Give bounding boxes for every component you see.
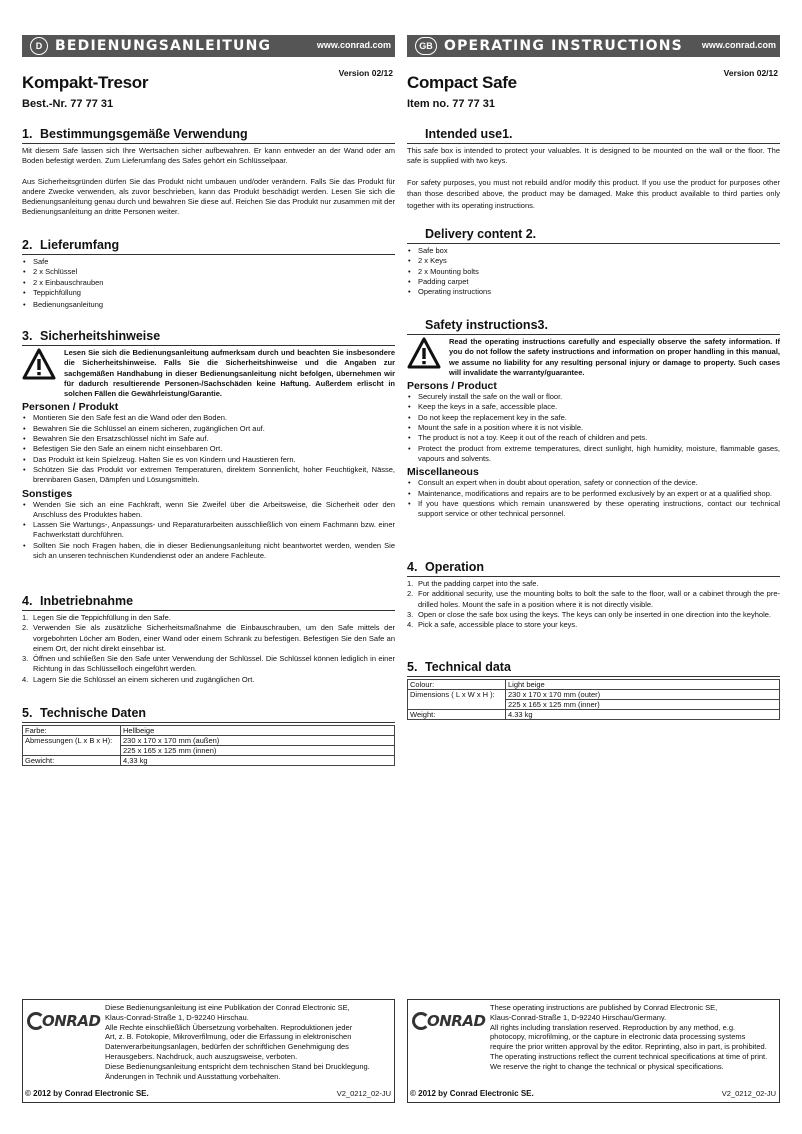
warning-block: [22, 348, 395, 399]
language-badge: D: [30, 37, 48, 55]
paragraph: For safety purposes, you must not rebuild and/or modify this product. If you use the product for purposes other than those described above, the product may be damaged. Make this product available to third parties only together with its operating instructions.: [407, 177, 780, 210]
bullet-list: [22, 500, 395, 562]
list-item: 4. Lagern Sie die Schlüssel an einem sicheren und zugänglichen Ort.: [22, 674, 255, 684]
list-item: • Operating instructions: [407, 287, 780, 297]
list-item: • Safe box: [407, 246, 780, 256]
section-intended-use: [22, 127, 395, 218]
table-row: Farbe: Hellbeige: [23, 726, 395, 736]
section-operation: [407, 560, 780, 630]
english-column: [407, 35, 780, 719]
section-heading: 5. Technische Daten: [22, 706, 395, 723]
imprint-box: [22, 999, 395, 1103]
section-safety: [407, 318, 780, 519]
section-operation: [22, 594, 395, 685]
subheading-misc: Miscellaneous: [407, 466, 479, 479]
section-technical-data: [407, 660, 780, 720]
section-delivery-content: [407, 227, 780, 297]
list-item: • Protect the product from extreme temperatures, direct sunlight, high humidity, moisture, flammable gases, vapours and solvents.: [407, 444, 780, 465]
section-heading: Delivery content 2.: [407, 227, 780, 244]
section-heading: Safety instructions3.: [407, 318, 780, 335]
section-heading: 4. Operation: [407, 560, 780, 577]
section-safety: [22, 329, 395, 561]
table-row: Dimensions ( L x W x H ): 230 x 170 x 170 mm (outer): [408, 690, 780, 700]
conrad-logo: ONRAD: [27, 1012, 100, 1030]
warning-triangle-icon: [407, 337, 441, 369]
imprint-text: These operating instructions are published by Conrad Electronic SE, Klaus-Conrad-Straße 1, D-92240 Hirschau/Germany. All rights including translation reserved. Reproduction by any method, e.g. photocopy, microfilming, or the capture in electronic data processing systems require the prior written approval by the editor. Reprinting, also in part, is prohibited. The operating instructions reflect the current technical specifications at time of print. We reserve the right to change the technical or physical specifications.: [490, 1003, 768, 1071]
document-code: V2_0212_02-JU: [336, 1089, 391, 1098]
section-heading: 5. Technical data: [407, 660, 780, 677]
version-label: Version 02/12: [338, 68, 393, 78]
website-url: www.conrad.com: [701, 40, 776, 50]
list-item: 2. For additional security, use the mounting bolts to bolt the safe to the floor, wall or a cabinet through the pre-drilled holes. Mount the safe in a position where it is not directly visible.: [407, 589, 780, 609]
section-delivery-content: [22, 238, 395, 310]
section-intended-use: [407, 127, 780, 211]
numbered-list: [22, 613, 395, 685]
list-item: • Lassen Sie Wartungs-, Anpassungs- und Reparaturarbeiten ausschließlich von einem Fachmann bzw. einer Fachwerkstatt durchführen.: [22, 520, 395, 541]
warning-text: Read the operating instructions carefully and especially observe the safety information. If you do not follow the safety instructions and information on proper handling in this manual, we assume no liability for any resulting personal injury or damage to property. Such cases will invalidate the warranty/guarantee.: [449, 337, 780, 377]
item-number: Item no. 77 77 31: [407, 98, 496, 110]
warning-text: Lesen Sie sich die Bedienungsanleitung aufmerksam durch und beachten Sie insbesondere die Sicherheitshinweise. Falls Sie die Sicherheitshinweise und die Angaben zur sachgemäßen Handhabung in dieser Bedienungsanleitung nicht befolgen, übernehmen wir für dadurch resultierende Personen-/Sachschäden keine Haftung. Außerdem erlischt in solchen Fällen die Gewährleistung/Garantie.: [64, 348, 395, 399]
header-title: BEDIENUNGSANLEITUNG: [55, 38, 272, 54]
list-item: • If you have questions which remain unanswered by these operating instructions, contact our technical support service or other technical personnel.: [407, 499, 780, 520]
list-item: • Das Produkt ist kein Spielzeug. Halten Sie es von Kindern und Haustieren fern.: [22, 455, 395, 465]
version-label: Version 02/12: [723, 68, 778, 78]
section-heading: 2. Lieferumfang: [22, 238, 395, 255]
list-item: 3. Open or close the safe box using the keys. The keys can only be inserted in one direction into the keyhole.: [407, 609, 771, 619]
copyright: © 2012 by Conrad Electronic SE.: [410, 1089, 534, 1098]
section-heading: Intended use1.: [407, 127, 780, 144]
table-row: Weight: 4.33 kg: [408, 710, 780, 720]
tech-data-table: [22, 725, 395, 766]
list-item: • 2 x Einbauschrauben: [22, 278, 395, 288]
bullet-list: [407, 246, 780, 297]
list-item: • 2 x Schlüssel: [22, 267, 395, 277]
website-url: www.conrad.com: [316, 40, 391, 50]
list-item: 2. Verwenden Sie als zusätzliche Sicherheitsmaßnahme die Einbauschrauben, um den Safe mittels der vorgebohrten Löcher am Boden, einer Wand oder einem Schrank zu befestigen. Befestigen Sie den Safe an einem Ort, der nicht direkt einsehbar ist.: [22, 623, 395, 653]
paragraph: Mit diesem Safe lassen sich Ihre Wertsachen sicher aufbewahren. Er kann entweder an der Wand oder am Boden befestigt werden. Zum Lieferumfang des Safes gehört ein Schlüsselpaar.: [22, 146, 395, 166]
copyright: © 2012 by Conrad Electronic SE.: [25, 1089, 149, 1098]
german-column: [22, 35, 395, 765]
paragraph: This safe box is intended to protect your valuables. It is designed to be mounted on the wall or the floor. The safe is supplied with two keys.: [407, 146, 780, 166]
tech-data-table: [407, 679, 780, 720]
paragraph: Aus Sicherheitsgründen dürfen Sie das Produkt nicht umbauen und/oder verändern. Falls Sie das Produkt für andere Zwecke verwenden, als zuvor beschrieben, kann das Produkt beschädigt werden. Lesen Sie sich die Bedienungsanleitung genau durch und bewahren Sie diese auf. Reichen Sie das Produkt nur zusammen mit der Bedienungsanleitung an dritte Personen weiter.: [22, 176, 395, 217]
subheading-persons: Persons / Product: [407, 380, 497, 393]
list-item: • Bewahren Sie die Schlüssel an einem sicheren, zugänglichen Ort auf.: [22, 424, 395, 434]
product-title: Kompakt-Tresor: [22, 73, 149, 92]
list-item: 4. Pick a safe, accessible place to store your keys.: [407, 620, 578, 630]
imprint-text: Diese Bedienungsanleitung ist eine Publikation der Conrad Electronic SE, Klaus-Conrad-Straße 1, D-92240 Hirschau. Alle Rechte einschließlich Übersetzung vorbehalten. Reproduktionen jeder Art, z. B. Fotokopie, Mikroverfilmung, oder die Erfassung in elektronischen Datenverarbeitungsanlagen, bedürfen der schriftlichen Genehmigung des Herausgebers. Nachdruck, auch auszugsweise, verboten. Diese Bedienungsanleitung entspricht dem technischen Stand bei Drucklegung. Änderungen in Technik und Ausstattung vorbehalten.: [105, 1003, 370, 1081]
subheading-persons: Personen / Produkt: [22, 401, 119, 414]
header-bar: [22, 35, 395, 57]
header-bar: [407, 35, 780, 57]
table-row: Abmessungen (L x B x H): 230 x 170 x 170 mm (außen): [23, 736, 395, 746]
section-heading: 4. Inbetriebnahme: [22, 594, 395, 611]
list-item: 1. Put the padding carpet into the safe.: [407, 579, 539, 588]
language-badge: GB: [415, 37, 437, 55]
document-code: V2_0212_02-JU: [721, 1089, 776, 1098]
section-heading: 3. Sicherheitshinweise: [22, 329, 395, 346]
warning-block: [407, 337, 780, 378]
list-item: • Keep the keys in a safe, accessible place.: [407, 402, 780, 412]
list-item: • Do not keep the replacement key in the safe.: [407, 413, 780, 423]
table-row: Gewicht: 4,33 kg: [23, 756, 395, 766]
list-item: • Wenden Sie sich an eine Fachkraft, wenn Sie Zweifel über die Arbeitsweise, die Sicherheit oder den Anschluss des Produktes haben.: [22, 500, 395, 521]
header-title: OPERATING INSTRUCTIONS: [444, 38, 683, 54]
list-item: • Befestigen Sie den Safe an einem nicht einsehbaren Ort.: [22, 444, 395, 454]
bullet-list: [22, 257, 395, 310]
bullet-list: [407, 478, 780, 519]
numbered-list: [407, 579, 780, 630]
list-item: • Bedienungsanleitung: [22, 300, 395, 310]
list-item: • 2 x Keys: [407, 256, 780, 266]
table-row: 225 x 165 x 125 mm (innen): [23, 746, 395, 756]
list-item: • Sollten Sie noch Fragen haben, die in dieser Bedienungsanleitung nicht beantwortet werden, wenden Sie sich an unseren technischen Kundendienst oder an andere Fachleute.: [22, 541, 395, 562]
product-title: Compact Safe: [407, 73, 517, 92]
list-item: • Bewahren Sie den Ersatzschlüssel nicht im Safe auf.: [22, 434, 395, 444]
list-item: • Consult an expert when in doubt about operation, safety or connection of the device.: [407, 478, 780, 488]
table-row: 225 x 165 x 125 mm (inner): [408, 700, 780, 710]
table-row: Colour: Light beige: [408, 680, 780, 690]
conrad-logo: ONRAD: [412, 1012, 485, 1030]
list-item: • Mount the safe in a position where it is not visible.: [407, 423, 780, 433]
bullet-list: [22, 413, 395, 485]
warning-triangle-icon: [22, 348, 56, 380]
list-item: • 2 x Mounting bolts: [407, 267, 780, 277]
list-item: • Montieren Sie den Safe fest an die Wand oder den Boden.: [22, 413, 395, 423]
list-item: 1. Legen Sie die Teppichfüllung in den Safe.: [22, 613, 171, 622]
section-heading: 1. Bestimmungsgemäße Verwendung: [22, 127, 395, 144]
list-item: • Securely install the safe on the wall or floor.: [407, 392, 780, 402]
list-item: • Safe: [22, 257, 395, 267]
subheading-misc: Sonstiges: [22, 487, 73, 500]
bullet-list: [407, 392, 780, 464]
list-item: • Maintenance, modifications and repairs are to be performed exclusively by an expert or at a qualified shop.: [407, 489, 780, 499]
list-item: • Teppichfüllung: [22, 288, 395, 298]
list-item: • Schützen Sie das Produkt vor extremen Temperaturen, direktem Sonnenlicht, hoher Feuchtigkeit, Nässe, brennbaren Gasen, Dämpfen und Lösungsmitteln.: [22, 465, 395, 486]
imprint-box: [407, 999, 780, 1103]
list-item: • The product is not a toy. Keep it out of the reach of children and pets.: [407, 433, 780, 443]
section-technical-data: [22, 706, 395, 766]
list-item: 3. Öffnen und schließen Sie den Safe unter Verwendung der Schlüssel. Die Schlüssel können lediglich in einer Richtung in das Schlüsselloch eingeführt werden.: [22, 654, 395, 674]
item-number: Best.-Nr. 77 77 31: [22, 98, 114, 110]
list-item: • Padding carpet: [407, 277, 780, 287]
